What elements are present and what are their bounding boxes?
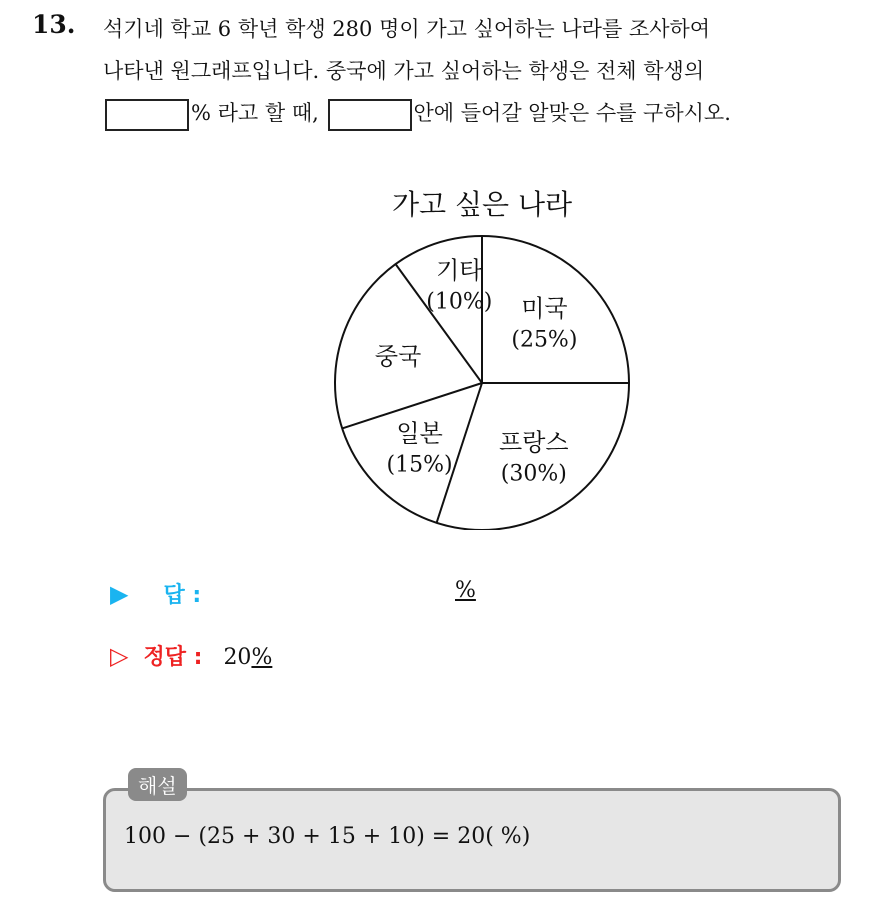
question-line-2: 나타낸 원그래프입니다. 중국에 가고 싶어하는 학생은 전체 학생의 [103,59,705,83]
answer-unit: % [455,578,476,603]
question-line-1: 석기네 학교 6 학년 학생 280 명이 가고 싶어하는 나라를 조사하여 [103,17,711,41]
question-line-3-mid: % 라고 할 때, [191,101,319,125]
correct-value: 20 [223,645,252,670]
play-icon: ▶ [110,580,129,608]
slice-percent-label: (25%) [511,327,578,353]
outline-triangle-icon: ▷ [110,642,129,670]
question-number: 13. [32,10,76,39]
slice-label: 일본 [396,419,443,448]
blank-box [105,99,189,131]
slice-percent-label: (10%) [426,289,493,315]
chart-title: 가고 싶은 나라 [391,188,573,221]
slice-label: 기타 [436,256,483,285]
explanation-formula: 100 − (25 + 30 + 15 + 10) = 20( %) [124,824,531,849]
correct-answer-row [110,640,272,671]
question-line-3-end: 안에 들어갈 알맞은 수를 구하시오. [413,101,731,125]
slice-percent-label: (15%) [386,452,453,478]
explanation-tag: 해설 [128,768,187,801]
slice-label: 미국 [521,294,568,323]
question-text [103,8,873,134]
blank-box [328,99,412,131]
answer-label: 답 : [163,583,202,608]
pie-chart [320,180,640,530]
slice-label: 중국 [374,342,422,371]
slice-percent-label: (30%) [500,461,567,487]
correct-label: 정답 : [143,645,203,670]
slice-label: 프랑스 [499,428,569,457]
question-line-3 [103,92,873,134]
answer-row [110,578,201,609]
correct-unit: % [251,645,273,670]
